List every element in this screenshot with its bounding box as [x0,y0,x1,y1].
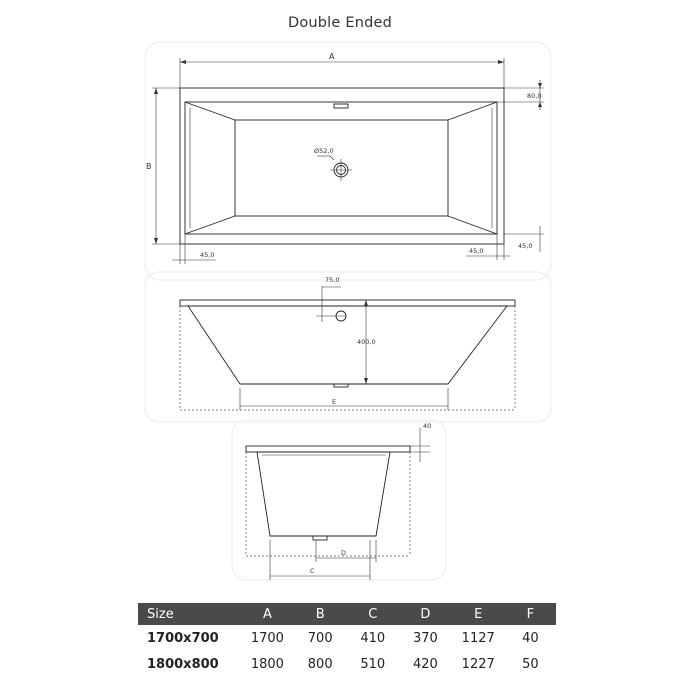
top-view [146,52,544,264]
cell-b: 800 [307,656,333,672]
cell-c: 510 [360,656,386,672]
cell-size: 1800x800 [147,656,219,672]
header-size: Size [138,603,241,625]
cell-c: 410 [360,630,386,646]
header-a: A [241,603,294,625]
side-view-panel [145,272,551,422]
side-body [188,306,507,384]
cell-f: 50 [522,656,539,672]
size-table-header [138,603,556,625]
cell-e: 1227 [461,656,495,672]
overflow-mark [334,104,348,108]
size-table [138,603,556,677]
waste-offset-label: 75,0 [325,276,340,284]
end-body [257,452,390,536]
header-e: E [452,603,505,625]
header-c: C [347,603,400,625]
dim-f-label: 40 [423,422,432,430]
table-row [138,625,556,651]
cell-f: 40 [522,630,539,646]
side-view [180,276,515,410]
header-b: B [294,603,347,625]
rim-bottom-right-label: 45,0 [469,247,484,255]
cell-a: 1800 [250,656,284,672]
end-rim [246,446,410,452]
header-f: F [505,603,556,625]
dim-b-label: B [146,162,152,171]
dim-a-label: A [329,52,335,61]
dim-d-label: D [341,549,347,557]
dim-c-label: C [310,567,315,575]
waste-diameter-label: Ø52,0 [314,147,334,155]
end-view [246,422,431,580]
rim-top-label: 80,0 [527,92,542,100]
cell-d: 420 [413,656,438,672]
cell-d: 370 [413,630,438,646]
dim-e-label: E [332,398,337,406]
side-rim [180,300,515,306]
depth-label: 400,0 [357,338,376,346]
basin-floor [235,120,448,216]
cell-b: 700 [307,630,333,646]
table-row [138,651,556,677]
diagram-title: Double Ended [287,15,393,31]
rim-right-label: 45,0 [518,242,533,250]
cell-a: 1700 [250,630,284,646]
header-d: D [399,603,452,625]
cell-e: 1127 [461,630,495,646]
cell-size: 1700x700 [147,630,219,646]
rim-left-label: 45,0 [200,251,215,259]
